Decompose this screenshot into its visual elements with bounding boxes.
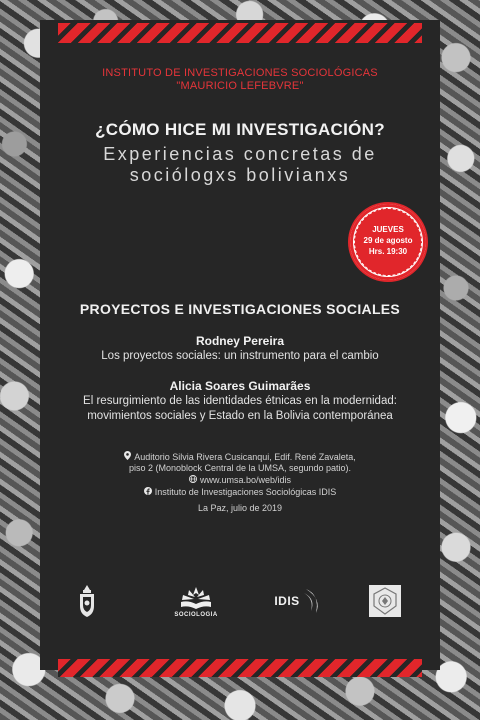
idis-logo: [272, 580, 324, 622]
event-subtitle-line1: Experiencias concretas de: [103, 144, 377, 164]
idis-logo-text: IDIS: [274, 594, 300, 608]
event-title: ¿CÓMO HICE MI INVESTIGACIÓN?: [95, 120, 385, 139]
event-subtitle-line2: sociólogxs bolivianxs: [129, 165, 351, 185]
globe-icon: [189, 475, 197, 487]
talk-1-title: Los proyectos sociales: un instrumento para el cambio: [101, 350, 379, 362]
badge-date: 29 de agosto: [363, 236, 413, 245]
sociologia-logo-text: SOCIOLOGIA: [174, 611, 218, 618]
section-heading: PROYECTOS E INVESTIGACIONES SOCIALES: [79, 301, 401, 317]
institute-name: INSTITUTO DE INVESTIGACIONES SOCIOLÓGICAS: [102, 67, 378, 79]
institute-seal-logo: [365, 580, 405, 622]
bottom-hazard-stripe: [58, 659, 422, 677]
location-pin-icon: [124, 451, 131, 464]
sociologia-logo: [168, 580, 224, 622]
venue-address-line1: [40, 451, 440, 464]
speaker-1-name: Rodney Pereira: [195, 334, 285, 348]
venue-address-text-1: Auditorio Silvia Rivera Cusicanqui, Edif. René Zavaleta,: [134, 452, 356, 462]
facebook-line: [40, 487, 440, 499]
website-line: [40, 475, 440, 487]
talk-2-title-line2: movimientos sociales y Estado en la Bolivia contemporánea: [87, 410, 393, 422]
website-link[interactable]: www.umsa.bo/web/idis: [199, 475, 292, 485]
poster-panel: [40, 20, 440, 670]
talk-2-title-line1: El resurgimiento de las identidades étnicas en la modernidad:: [83, 395, 397, 407]
facebook-page[interactable]: Instituto de Investigaciones Sociológicas IDIS: [154, 487, 337, 497]
umsa-crest-logo: [72, 580, 102, 622]
badge-day: JUEVES: [372, 225, 404, 234]
badge-time: Hrs. 19:30: [368, 247, 408, 256]
venue-address-line2: piso 2 (Monoblock Central de la UMSA, segundo patio).: [128, 463, 352, 473]
date-badge: [350, 204, 426, 280]
place-date: La Paz, julio de 2019: [197, 503, 283, 513]
speaker-2-name: Alicia Soares Guimarães: [169, 379, 311, 393]
top-hazard-stripe: [58, 23, 422, 43]
facebook-icon: [144, 487, 152, 499]
institute-subname: "MAURICIO LEFEBVRE": [176, 80, 304, 92]
